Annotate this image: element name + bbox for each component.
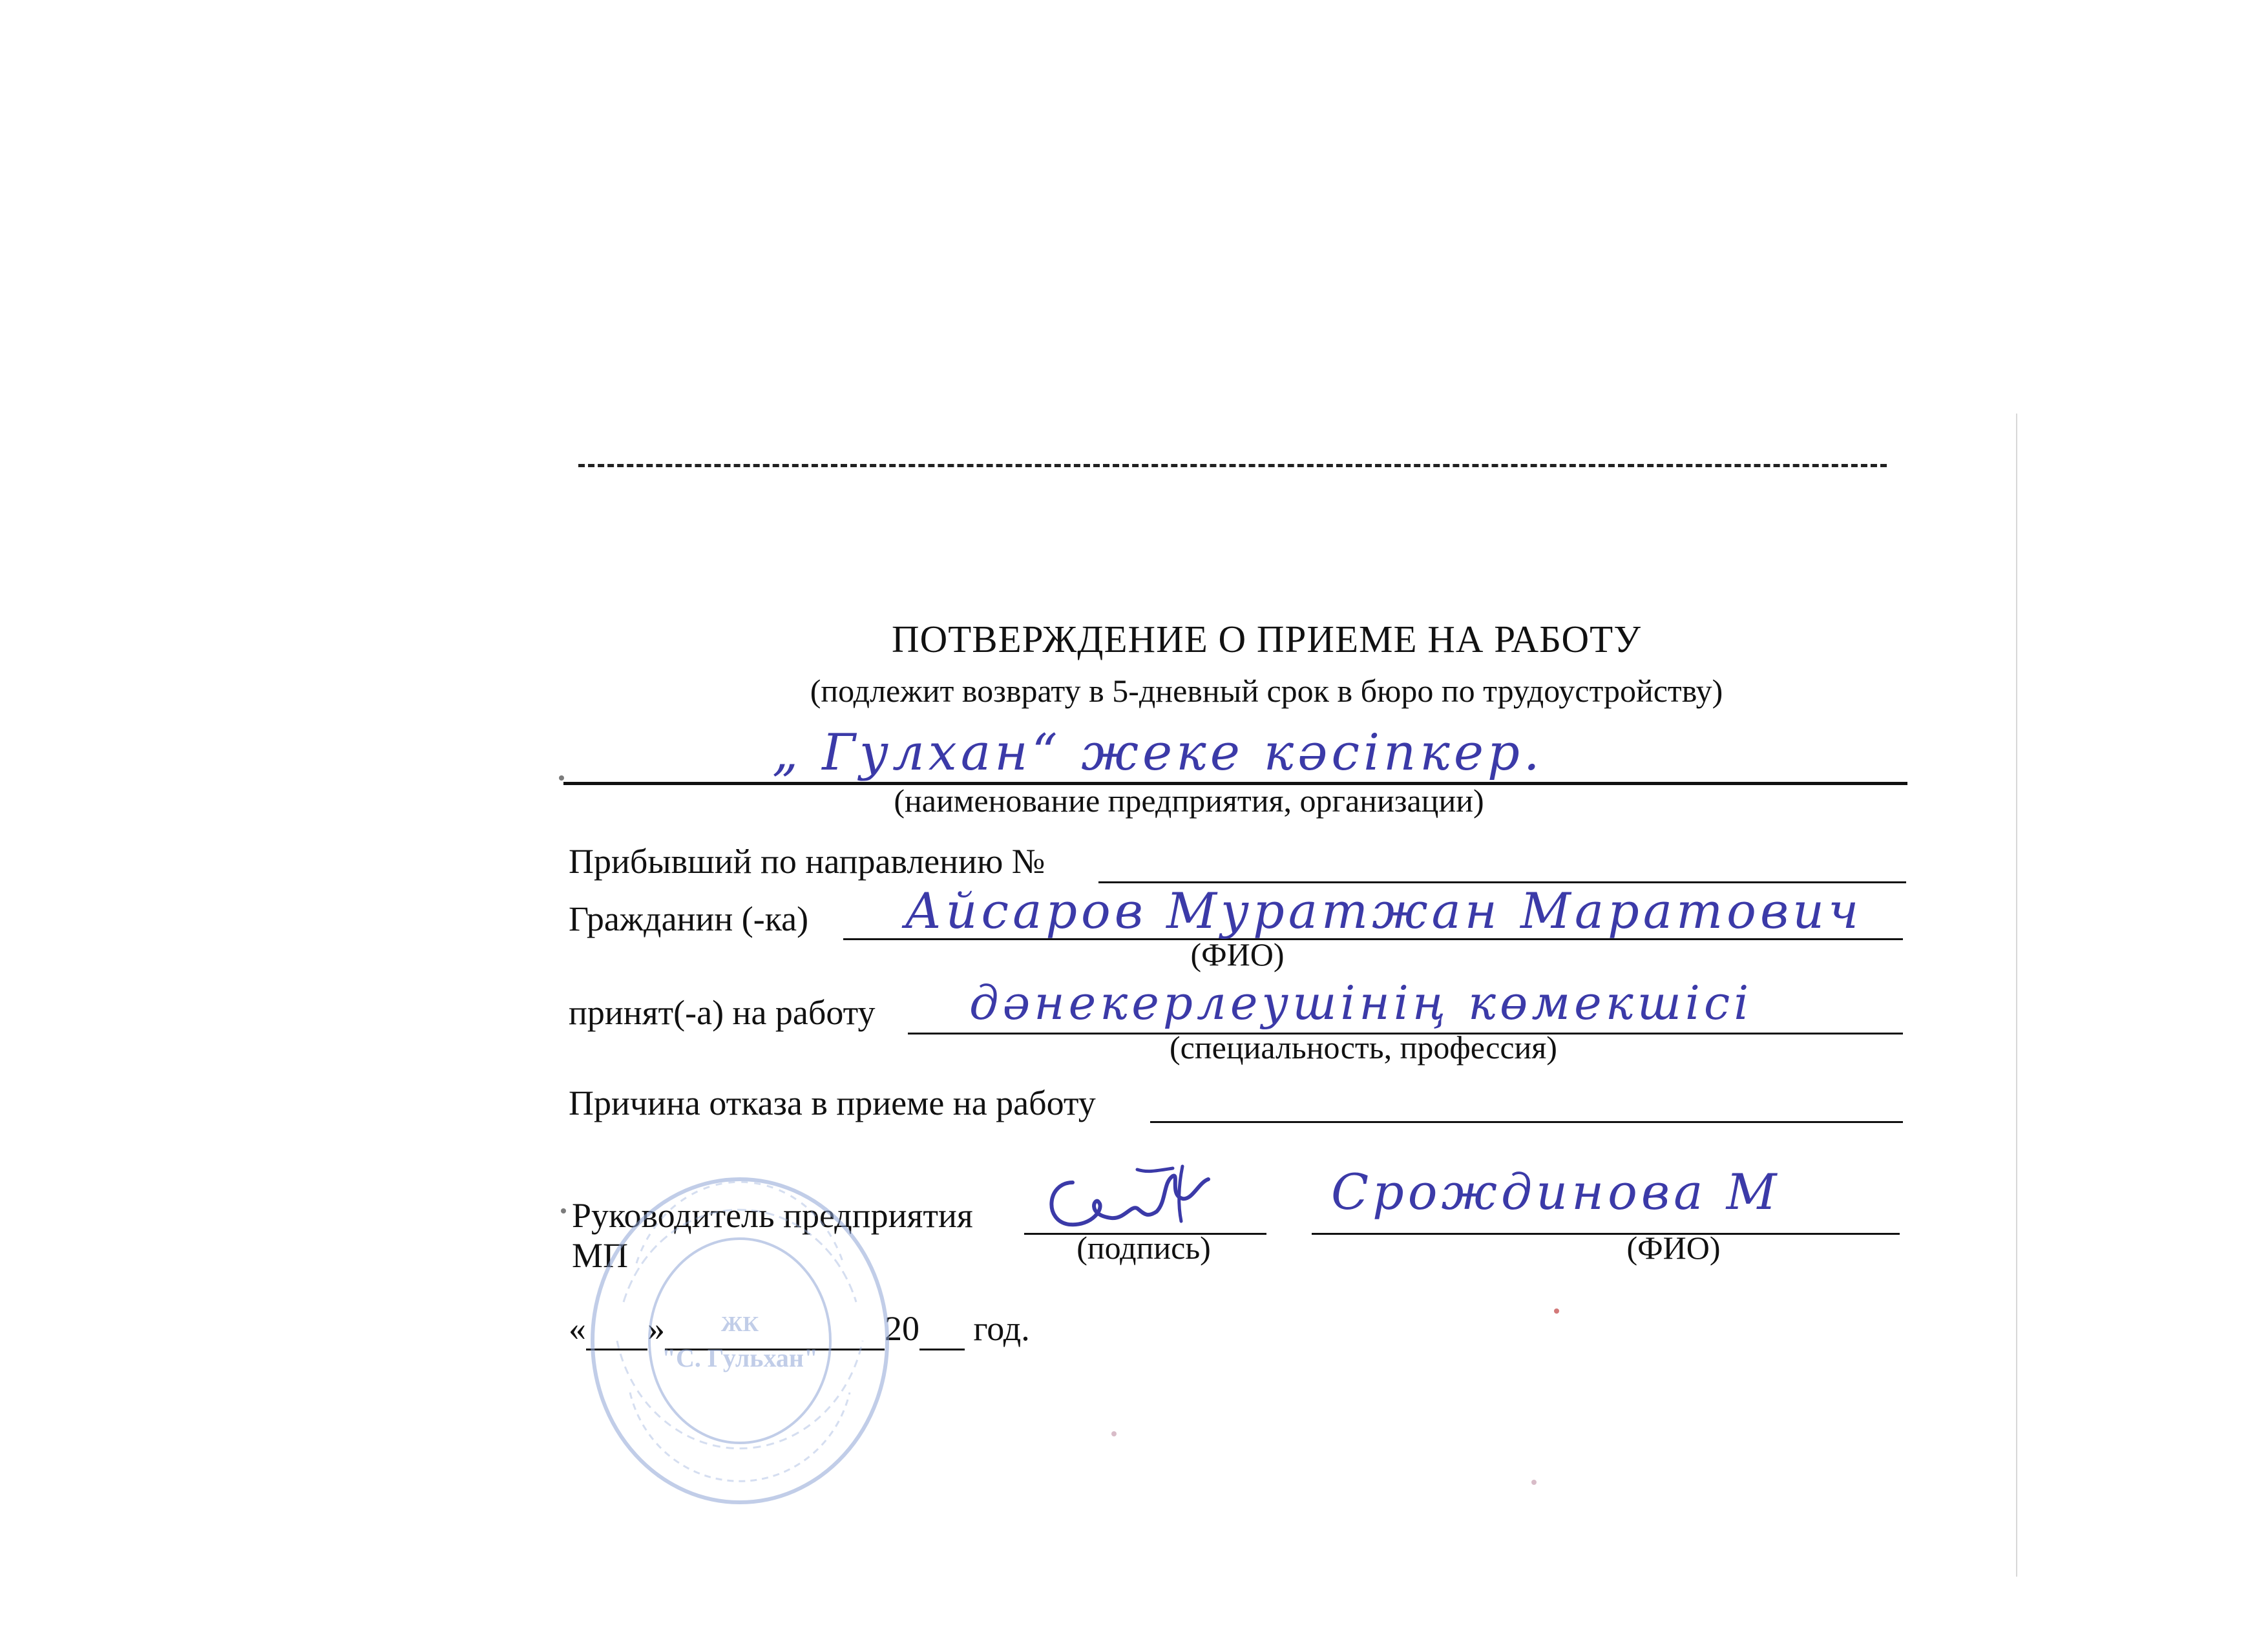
signature-caption: (подпись)	[1076, 1230, 1211, 1266]
scan-speck	[559, 775, 564, 781]
refusal-line	[1150, 1121, 1903, 1123]
scan-speck	[1531, 1480, 1537, 1485]
scan-speck	[1111, 1431, 1117, 1436]
date-open-quote: «	[569, 1309, 586, 1348]
date-year-prefix: 20	[885, 1309, 919, 1348]
document-title: ПОТВЕРЖДЕНИЕ О ПРИЕМЕ НА РАБОТУ	[892, 618, 1641, 660]
stamp-text-1: ЖК	[720, 1312, 759, 1336]
scan-speck	[1554, 1308, 1559, 1314]
manager-name-caption: (ФИО)	[1626, 1230, 1721, 1266]
citizen-label: Гражданин (-ка)	[569, 899, 809, 938]
page-edge-line	[2016, 414, 2017, 1577]
organization-stamp	[585, 1173, 895, 1509]
stamp-text-2: "С. Гульхан"	[661, 1343, 819, 1372]
referral-label: Прибывший по направлению №	[569, 842, 1045, 881]
manager-label: Руководитель предприятия	[572, 1196, 973, 1235]
scan-speck	[561, 1208, 566, 1213]
organization-value: „ Гулхан“ жеке кәсіпкер.	[772, 724, 1544, 782]
position-label: принят(-а) на работу	[569, 993, 876, 1032]
citizen-caption: (ФИО)	[1190, 936, 1285, 972]
position-caption: (специальность, профессия)	[1170, 1029, 1557, 1066]
manager-name-value: Срождинова М	[1331, 1163, 1781, 1221]
seal-label: МП	[572, 1236, 629, 1275]
document-subtitle: (подлежит возврату в 5-дневный срок в бюро по трудоустройству)	[810, 673, 1723, 709]
date-close-quote: »	[647, 1309, 665, 1348]
citizen-value: Айсаров Муратжан Маратович	[905, 882, 1863, 940]
date-year-suffix: год.	[965, 1309, 1030, 1348]
organization-caption: (наименование предприятия, организации)	[894, 782, 1484, 819]
position-value: дәнекерлеушінің көмекшісі	[969, 976, 1753, 1030]
refusal-label: Причина отказа в приеме на работу	[569, 1084, 1096, 1122]
cut-line	[578, 464, 1887, 467]
date-year-blank	[919, 1308, 965, 1350]
